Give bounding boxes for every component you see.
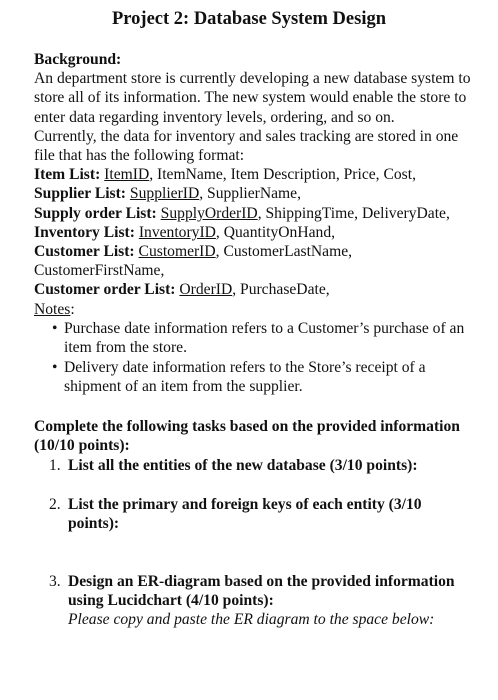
task-item (34, 495, 474, 533)
primary-key: CustomerID (138, 243, 216, 261)
note-item (52, 319, 474, 357)
task-text: List all the entities of the new database (3/10 points): (68, 457, 418, 475)
task-number: 2. (49, 496, 61, 514)
primary-key: SupplyOrderID (160, 204, 258, 222)
list-fields: , QuantityOnHand, (215, 223, 336, 241)
list-supply-order-list (34, 204, 474, 223)
background-paragraph-2: Currently, the data for inventory and sales tracking are stored in one file that has the following format: (34, 127, 459, 165)
list-label: Customer order List: (34, 281, 176, 299)
list-inventory-list (34, 223, 474, 242)
list-fields: , ShippingTime, DeliveryDate, (257, 204, 450, 222)
notes-list (34, 319, 474, 397)
primary-key: ItemID (104, 166, 150, 184)
task-number: 3. (49, 572, 61, 590)
bullet-icon: • (52, 319, 58, 337)
primary-key: SupplierID (129, 185, 200, 203)
list-label: Supply order List: (34, 204, 157, 222)
bullet-icon: • (52, 359, 58, 377)
list-fields: , CustomerLastName, CustomerFirstName, (34, 243, 353, 280)
document-body (34, 50, 474, 629)
note-text: Purchase date information refers to a Customer’s purchase of an item from the store. (64, 319, 465, 357)
list-customer-order-list (34, 280, 474, 299)
task-item (34, 456, 474, 475)
list-item-list (34, 165, 474, 184)
document-title: Project 2: Database System Design (111, 9, 387, 29)
background-paragraph-1: An department store is currently developing a new database system to store all of its information. The new system would enable the store to enter data regarding inventory levels, ordering, and so on. (34, 70, 471, 126)
task-number: 1. (49, 457, 61, 475)
task-text: Design an ER-diagram based on the provided information using Lucidchart (4/10 points): (68, 572, 455, 609)
list-label: Supplier List: (34, 185, 127, 203)
list-fields: , SupplierName, (199, 185, 301, 203)
note-text: Delivery date information refers to the Store’s receipt of a shipment of an item from the supplier. (64, 359, 426, 396)
notes-heading (34, 300, 474, 319)
background-heading: Background: (34, 51, 122, 68)
list-fields: , ItemName, Item Description, Price, Cost, (149, 166, 416, 184)
list-fields: , PurchaseDate, (232, 281, 330, 299)
list-customer-list (34, 242, 474, 280)
primary-key: InventoryID (138, 223, 216, 241)
task-instruction: Please copy and paste the ER diagram to the space below: (68, 611, 435, 629)
primary-key: OrderID (179, 281, 233, 299)
notes-colon: : (70, 300, 75, 318)
list-supplier-list (34, 184, 474, 203)
notes-label: Notes (34, 300, 71, 318)
list-label: Customer List: (34, 243, 135, 261)
tasks-heading: Complete the following tasks based on the provided information (10/10 points): (34, 417, 460, 454)
task-item (34, 572, 474, 630)
note-item (52, 358, 474, 396)
list-label: Item List: (34, 166, 101, 184)
list-label: Inventory List: (34, 223, 135, 241)
task-text: List the primary and foreign keys of each entity (3/10 points): (68, 496, 422, 533)
